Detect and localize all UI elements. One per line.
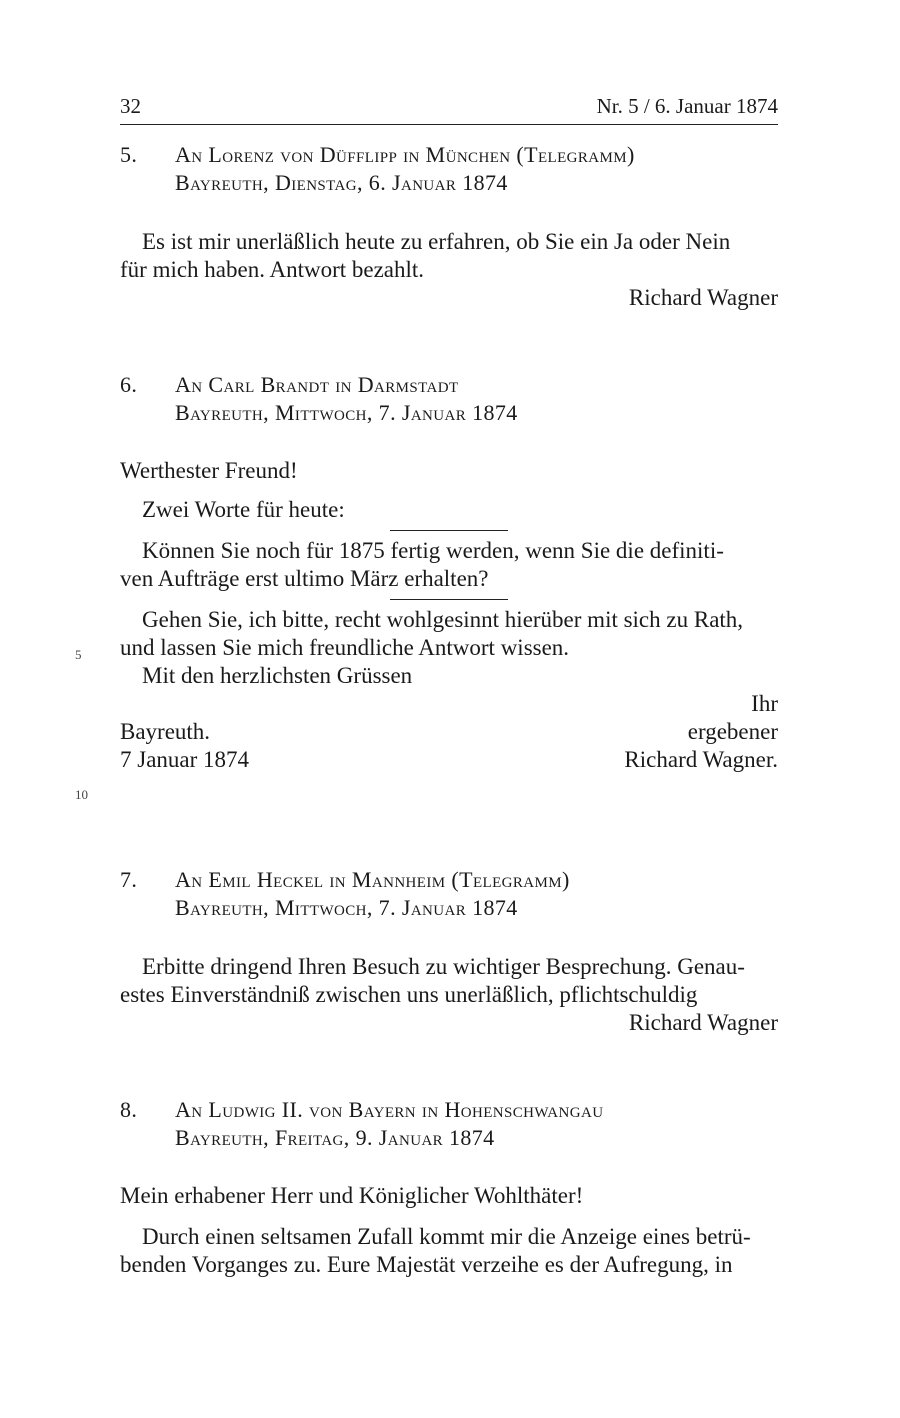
letter-body — [120, 953, 778, 1037]
closing-row — [120, 746, 778, 774]
signature: Richard Wagner. — [624, 747, 778, 772]
separator-rule — [390, 599, 508, 600]
letter-recipient: An Ludwig II. von Bayern in Hohenschwangau — [175, 1097, 604, 1122]
letter-number: 6. — [120, 372, 138, 397]
text-line: estes Einverständniß zwischen uns unerläßlich, pflichtschuldig — [120, 982, 698, 1007]
letter-body — [120, 228, 778, 312]
letter-dateline: Bayreuth, Dienstag, 6. Januar 1874 — [175, 170, 508, 195]
letter-recipient: An Lorenz von Düfflipp in München (Telegramm) — [175, 142, 635, 167]
letter-number: 7. — [120, 867, 138, 892]
text-line: Es ist mir unerläßlich heute zu erfahren, ob Sie ein Ja oder Nein — [142, 229, 731, 254]
letter-heading — [120, 866, 778, 922]
line-number: 10 — [75, 787, 88, 802]
text-line: Erbitte dringend Ihren Besuch zu wichtiger Besprechung. Genau- — [142, 954, 745, 979]
letter-number: 5. — [120, 142, 138, 167]
running-header — [120, 92, 778, 125]
signature: Richard Wagner — [628, 1010, 778, 1035]
text-line: Zwei Worte für heute: — [142, 497, 345, 522]
running-head: Nr. 5 / 6. Januar 1874 — [596, 94, 778, 118]
place: Bayreuth. — [120, 719, 211, 744]
letter-body — [120, 457, 778, 774]
letter-heading — [120, 371, 778, 427]
letter-heading — [120, 141, 778, 197]
salutation: Mein erhabener Herr und Königlicher Wohlthäter! — [120, 1183, 584, 1208]
letter-6 — [120, 371, 778, 774]
letter-5 — [120, 141, 778, 312]
line-number: 5 — [75, 647, 82, 662]
signature: Richard Wagner — [628, 285, 778, 310]
text-line: Können Sie noch für 1875 fertig werden, wenn Sie die definiti- — [142, 538, 724, 563]
letter-dateline: Bayreuth, Mittwoch, 7. Januar 1874 — [175, 895, 518, 920]
salutation: Werthester Freund! — [120, 458, 298, 483]
letter-recipient: An Emil Heckel in Mannheim (Telegramm) — [175, 867, 570, 892]
text-line: für mich haben. Antwort bezahlt. — [120, 257, 425, 282]
closing-line: Ihr — [751, 691, 778, 716]
letter-body — [120, 1182, 778, 1279]
text-line: benden Vorganges zu. Eure Majestät verzeihe es der Aufregung, in — [120, 1252, 733, 1277]
letter-dateline: Bayreuth, Freitag, 9. Januar 1874 — [175, 1125, 495, 1150]
text-line: Gehen Sie, ich bitte, recht wohlgesinnt hierüber mit sich zu Rath, — [142, 607, 744, 632]
letter-recipient: An Carl Brandt in Darmstadt — [175, 372, 459, 397]
letter-heading — [120, 1096, 778, 1152]
closing-row — [120, 718, 778, 746]
text-line: Durch einen seltsamen Zufall kommt mir die Anzeige eines betrü- — [142, 1224, 751, 1249]
letter-7 — [120, 866, 778, 1037]
text-line: ven Aufträge erst ultimo März erhalten? — [120, 566, 489, 591]
letter-8 — [120, 1096, 778, 1279]
page-number: 32 — [120, 94, 141, 118]
date: 7 Januar 1874 — [120, 747, 250, 772]
letter-number: 8. — [120, 1097, 138, 1122]
letter-dateline: Bayreuth, Mittwoch, 7. Januar 1874 — [175, 400, 518, 425]
text-line: Mit den herzlichsten Grüssen — [142, 663, 413, 688]
separator-rule — [390, 530, 508, 531]
closing-line: ergebener — [687, 719, 778, 744]
text-line: und lassen Sie mich freundliche Antwort wissen. — [120, 635, 570, 660]
